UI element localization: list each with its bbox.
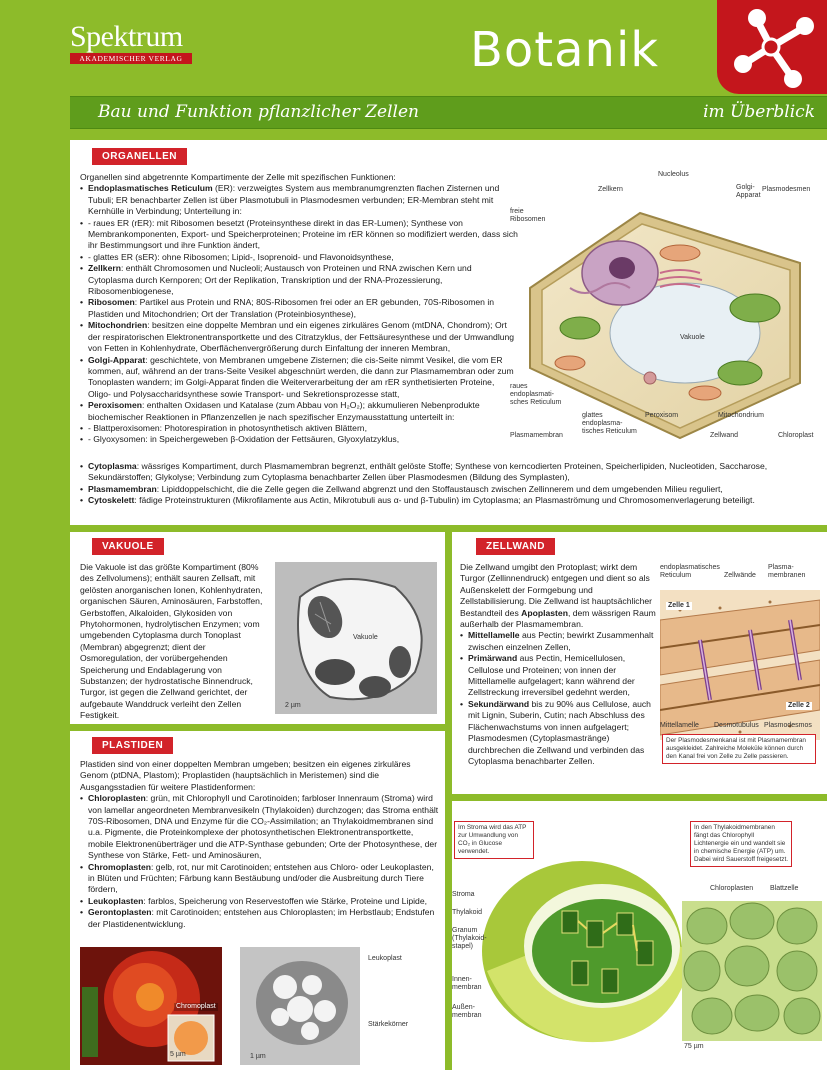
page-header <box>0 0 827 92</box>
label-glattes-er: glattes endoplasma- tisches Reticulum <box>582 412 637 435</box>
desc-plasmamembran: : Lipiddoppelschicht, die die Zelle gegen die Zellwand abgrenzt und den Stoffaustausch zwischen Zellinnerem und dem umgebenden Milieu reguliert, <box>156 483 723 494</box>
zellwand-text <box>460 562 660 767</box>
brand-corner <box>717 0 827 94</box>
term-zellkern: Zellkern <box>88 263 121 274</box>
label-leukoplast: Leukoplast <box>368 955 402 962</box>
subtitle-bar <box>70 96 827 129</box>
organellen-section-label: ORGANELLEN <box>92 148 187 165</box>
desc-blattperoxisomen: - Blattperoxisomen: Photorespiration in photosynthetisch aktiven Blättern, <box>88 422 367 433</box>
list-item <box>80 461 820 484</box>
term-chromoplasten: Chromoplasten <box>88 861 152 872</box>
label-zelle2: Zelle 2 <box>788 702 810 709</box>
term-leukoplasten: Leukoplasten <box>88 895 144 906</box>
desc-ribosomen: : Partikel aus Protein und RNA; 80S-Ribosomen frei oder an ER gebunden, 70S-Ribosomen in Plastiden und Mitochondrien; Ort der Translation (Proteinbiosynthese), <box>88 297 495 319</box>
term-mitochondrien: Mitochondrien <box>88 320 148 331</box>
list-item <box>80 252 518 263</box>
desc-cytoskelett: : fädige Proteinstrukturen (Mikrofilamente aus Actin, Mikrotubuli aus α- und β-Tubulin) im Cytoplasma; an Plasmaströmung und Chromosomenverlagerung beteiligt. <box>134 495 755 506</box>
desc-glyoxysomen: - Glyoxysomen: in Speichergeweben β-Oxidation der Fettsäuren, Glyoxylatzyklus, <box>88 434 400 445</box>
desc-cytoplasma: : wässriges Kompartiment, durch Plasmamembran begrenzt, enthält gelöste Stoffe; Synthese von kerncodierten Proteinen, Speicherlipiden, Nucleotiden, Saccharose, Sekundärstoffen; Glykolyse; Verbindung zum Cytoplasma benachbarter Zellen über Plasmodesmen (Bildung des Symplasten), <box>88 461 768 483</box>
label-granum: Granum (Thylakoid- stapel) <box>452 927 487 950</box>
desc-golgi: : geschichtete, von Membranen umgebene Zisternen; die cis-Seite nimmt Vesikel, die vom ER kommen, auf, während an der trans-Seite Vesikel abgeschnürt werden, die dann zur Plasmamembran oder zum Tonoplasten wandern; im Golgi-Apparat finden die Weiterverarbeitung der am rER synthetisierten Proteine, Oligo- und Polysaccharidsynthese sowie Transport- und Sekretionsprozesse statt, <box>88 354 514 399</box>
label-golgi: Golgi- Apparat <box>736 184 761 199</box>
flower-logo-icon <box>717 0 827 94</box>
term-ribosomen: Ribosomen <box>88 297 135 308</box>
plant-cell-figure <box>510 168 825 458</box>
page-title: Botanik <box>470 22 660 78</box>
vakuole-micrograph <box>275 562 437 714</box>
zellwand-panel <box>452 532 827 794</box>
vakuole-text: Die Vakuole ist das größte Kompartiment (80% des Zellvolumens); enthält sauren Zellsaft, mit gelösten anorganischen Ionen, Kohlenhydraten, organischen Säuren, Aminosäuren, Farbstoffen, Gerbstoffen, Alkaloiden, Glykosiden von Phytohormonen, hydrolytischen Enzymen; vom umgebenden Cytoplasma durch Tonoplast (Membran) abgegrenzt; dient der Osmoregulation, der vorübergehenden Speicherung und Endablagerung von Substanzen; der hydrostatische Binnendruck, Turgor, ist gegen die Zellwand gerichtet, der aufgebaute Wanddruck verleiht den Zellen Festigkeit. <box>80 562 263 721</box>
label-plasmodesmen: Plasmodesmen <box>762 186 811 193</box>
page-subtitle: Bau und Funktion pflanzlicher Zellen <box>98 102 419 122</box>
leukoplast-micrograph <box>240 947 360 1065</box>
desc-mitochondrien: : besitzen eine doppelte Membran und ein eigenes zirkuläres Genom (mtDNA, Chondrom); Ort der respiratorischen Elektronentransportkette und des Citratzyklus, der Fettsäuresynthese und der Umwandlung von Fetten in Kohlenhydrate, Oberflächenvergrößerung durch Einfaltung der inneren Membran, <box>88 320 515 354</box>
logo-main-text: Spektrum <box>70 20 183 53</box>
label-micro-chloroplasten: Chloroplasten <box>710 885 754 892</box>
plastiden-panel <box>70 731 445 1070</box>
leukoplast-em-image <box>240 947 360 1065</box>
label-nucleolus: Nucleolus <box>658 171 689 178</box>
label-peroxisom: Peroxisom <box>645 412 679 419</box>
term-er: Endoplasmatisches Reticulum <box>88 183 213 194</box>
zellwand-figure <box>660 562 820 792</box>
list-item <box>80 263 518 297</box>
term-sekundaerwand: Sekundärwand <box>468 698 530 709</box>
micro-scale: 75 µm <box>684 1043 704 1050</box>
desc-er: (ER): verzweigtes System aus membranumgrenzten flachen Zisternen und Tubuli; ER benachbarter Zellen ist über Plasmotubuli in Plasmodesmen verbunden; ER-Membran steht mit Kernhülle in Verbindung; Unterteilung in: <box>88 183 500 217</box>
desc-peroxisomen: : enthalten Oxidasen und Katalase (zum Abbau von H₂O₂); akkumulieren Nebenprodukte biochemischer Reaktionen in Pflanzenzellen je nach spezifischer Enzymausstattung unterteilt in: <box>88 400 480 422</box>
list-item <box>460 630 660 653</box>
term-mittellamelle: Mittellamelle <box>468 630 520 641</box>
desc-chloroplasten: : grün, mit Chlorophyll und Carotinoiden; farbloser Innenraum (Stroma) wird von lamellar angeordneten Membranvesikeln (Thylakoiden) durchzogen; das Stroma enthält 70S-Ribosomen, DNA und Enzyme für die CO₂-Assimilation; an Thylakoidmembranen sind u.a. Pigmente, die Proteinkomplexe der photosynthetischen Elektronentransportkette, mobile Elektronenüberträger und die ATP-Synthase gebunden; Orte der Photosynthese, der Synthese von Stärke, Fett- und Aminosäuren, <box>88 793 439 861</box>
list-item <box>80 423 518 434</box>
label-zw-plasmodesmos: Plasmodesmos <box>764 722 812 729</box>
logo-sub-text: AKADEMISCHER VERLAG <box>70 53 192 64</box>
label-vakuole: Vakuole <box>680 334 705 341</box>
list-item <box>80 793 440 861</box>
list-item <box>80 297 518 320</box>
label-plasmamembran: Plasmamembran <box>510 432 563 439</box>
label-zw-mittellamelle: Mittellamelle <box>660 722 699 729</box>
term-cytoplasma: Cytoplasma <box>88 461 137 471</box>
list-item <box>80 495 820 506</box>
leukoplast-scale: 1 µm <box>250 1053 266 1060</box>
zellwand-section-label: ZELLWAND <box>476 538 555 555</box>
zellwand-intro-a: Die Zellwand umgibt den Protoplast; wirkt dem Turgor (Zellinnendruck) entgegen und dient so als Außenskelett der Formgebung und Zellstabilisierung. Die Zellwand ist hauptsächlicher Bestandteil des <box>460 562 653 618</box>
label-zw-er: endoplasmatisches Reticulum <box>660 564 720 579</box>
list-item <box>460 699 660 767</box>
vakuole-section-label: VAKUOLE <box>92 538 164 555</box>
zellwand-callout: Der Plasmodesmenkanal ist mit Plasmamembran ausgekleidet. Zahlreiche Moleküle können durch den Kanal frei von Zelle zu Zelle passieren. <box>662 734 816 764</box>
vakuole-scale: 2 µm <box>285 702 301 709</box>
label-thylakoid: Thylakoid <box>452 909 482 916</box>
chloroplast-callout-left: Im Stroma wird das ATP zur Umwandlung von CO₂ in Glucose verwendet. <box>454 821 534 859</box>
term-golgi: Golgi-Apparat <box>88 354 146 365</box>
zellwand-intro-b: , dem wässrigen Raum außerhalb der Plasmamembran. <box>460 607 656 630</box>
desc-leukoplasten: : farblos, Speicherung von Reservestoffen wie Stärke, Proteine und Lipide, <box>143 895 428 906</box>
list-item <box>460 653 660 699</box>
term-apoplasten: Apoplasten <box>521 607 568 618</box>
label-stroma: Stroma <box>452 891 475 898</box>
list-item <box>80 896 440 907</box>
label-innenmembran: Innen- membran <box>452 976 482 991</box>
chloroplast-panel <box>452 801 827 1070</box>
spektrum-logo <box>70 22 192 64</box>
chromoplast-scale: 5 µm <box>170 1051 186 1058</box>
desc-rer: - raues ER (rER): mit Ribosomen besetzt (Proteinsynthese direkt in das ER-Lumen); Synthese von Membrankomponenten, Export- und Speicherproteinen; Proteine im rER können so modifiziert werden, dass sich ihr Bestimmungsort und ihre Funktion ändert, <box>88 217 518 251</box>
label-aussenmembran: Außen- membran <box>452 1004 482 1019</box>
label-zellkern: Zellkern <box>598 186 623 193</box>
label-raues-er: raues endoplasmati- sches Reticulum <box>510 383 562 406</box>
list-item <box>80 862 440 896</box>
plastiden-intro: Plastiden sind von einer doppelten Membran umgeben; besitzen ein eigenes zirkuläres Genom (ptDNA, Plastom); Proplastiden (hauptsächlich in Meristemen) sind die Ausgangsstadien für weitere Plastidenformen: <box>80 759 411 792</box>
term-gerontoplasten: Gerontoplasten <box>88 907 152 918</box>
label-zw-desmotubulus: Desmotubulus <box>714 722 759 729</box>
desc-mittellamelle: aus Pectin; bewirkt Zusammenhalt zwischen einzelnen Zellen, <box>468 630 654 652</box>
vakuole-panel <box>70 532 445 724</box>
desc-ser: - glattes ER (sER): ohne Ribosomen; Lipid-, Isoprenoid- und Flavonoidsynthese, <box>88 251 394 262</box>
list-item <box>80 218 518 252</box>
label-micro-blattzelle: Blattzelle <box>770 885 799 892</box>
term-peroxisomen: Peroxisomen <box>88 400 142 411</box>
list-item <box>80 484 820 495</box>
organellen-text <box>80 172 518 446</box>
label-mitochondrium: Mitochondrium <box>718 412 764 419</box>
desc-zellkern: : enthält Chromosomen und Nucleoli; Austausch von Proteinen und RNA zwischen Kern und Cytoplasma durch Kernporen; Ort der Replikation, Transkription und der RNA-Prozessierung, Ribosomenbiogenese, <box>88 263 472 297</box>
label-vakuole-em: Vakuole <box>353 634 378 641</box>
label-freie-ribosomen: freie Ribosomen <box>510 208 546 223</box>
list-item <box>80 400 518 423</box>
organellen-text-wide <box>80 461 820 507</box>
plastiden-section-label: PLASTIDEN <box>92 737 173 754</box>
zellwand-intro <box>460 562 660 630</box>
list-item <box>80 320 518 354</box>
plastiden-text <box>80 759 440 930</box>
list-item <box>80 183 518 217</box>
list-item <box>80 434 518 445</box>
desc-gerontoplasten: : mit Carotinoiden; entstehen aus Chloroplasten; im Herbstlaub; Endstufen der Plastidenentwicklung. <box>88 907 435 929</box>
term-plasmamembran: Plasmamembran <box>88 483 157 494</box>
desc-chromoplasten: : gelb, rot, nur mit Carotinoiden; entstehen aus Chloro- oder Leukoplasten, in Blüten und Früchten; Färbung kann Bestäubung und/oder die Ausbreitung durch Tiere fördern, <box>88 861 434 895</box>
label-zellwand: Zellwand <box>710 432 739 439</box>
list-item <box>80 355 518 401</box>
term-primaerwand: Primärwand <box>468 653 518 664</box>
term-chloroplasten: Chloroplasten <box>88 793 146 804</box>
label-zelle1: Zelle 1 <box>668 602 690 609</box>
organellen-intro: Organellen sind abgetrennte Kompartimente der Zelle mit spezifischen Funktionen: <box>80 172 396 182</box>
label-zw-plasmamembranen: Plasma- membranen <box>768 564 806 579</box>
label-chromoplast: Chromoplast <box>176 1003 216 1010</box>
list-item <box>80 907 440 930</box>
desc-sekundaerwand: bis zu 90% aus Cellulose, auch mit Lignin, Suberin, Cutin; nach Abschluss des Flächenwachstums von innen aufgelagert; Plasmodesmen (Cytoplasmastränge) durchbrechen die Zellwand und verbinden das Cytoplasma benachbarter Zellen. <box>468 698 651 766</box>
overview-label: im Überblick <box>703 102 815 122</box>
label-chloroplast: Chloroplast <box>778 432 814 439</box>
label-zw-zellwaende: Zellwände <box>724 572 756 579</box>
organellen-panel <box>70 140 827 525</box>
term-cytoskelett: Cytoskelett <box>88 495 135 506</box>
label-staerkekoerner: Stärkekörner <box>368 1021 409 1028</box>
chloroplast-callout-right: In den Thylakoidmembranen fängt das Chlorophyll Lichtenergie ein und wandelt sie in chemische Energie (ATP) um. Dabei wird Sauerstoff freigesetzt. <box>690 821 792 867</box>
chromoplast-photo <box>80 947 222 1065</box>
desc-primaerwand: aus Pectin, Hemicellulosen, Cellulose und Proteinen; von innen der Mittellamelle aufgelagert; kann während der Zellstreckung irreversibel gedehnt werden, <box>468 653 635 698</box>
